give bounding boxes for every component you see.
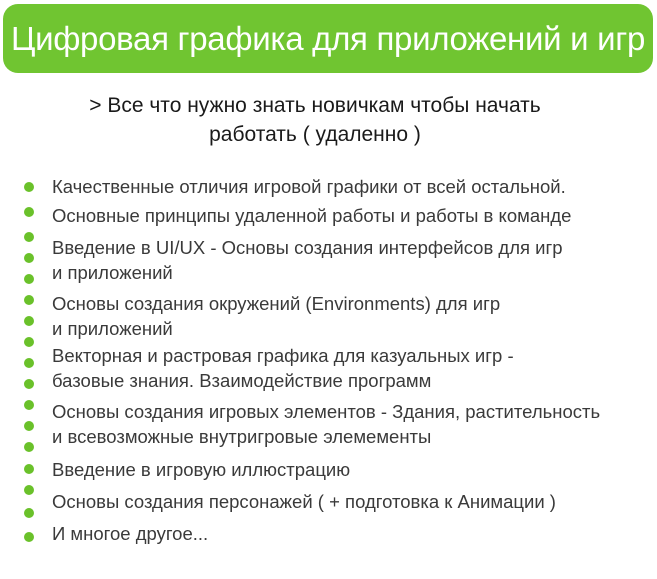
list-item: Основы создания персонажей ( + подготовка к Анимации ) <box>52 491 556 512</box>
list-item: Основные принципы удаленной работы и работы в команде <box>52 205 572 226</box>
bullet-dot-icon <box>24 485 34 495</box>
bullet-dot-icon <box>24 207 34 217</box>
bullet-dot-icon <box>24 421 34 431</box>
title-banner <box>3 4 653 73</box>
list-item: Введение в UI/UX - Основы создания интерфейсов для игр и приложений <box>52 237 563 283</box>
list-item: Качественные отличия игровой графики от всей остальной. <box>52 176 566 197</box>
bullet-dot-icon <box>24 379 34 389</box>
bullet-dot-icon <box>24 508 34 518</box>
bullet-dot-icon <box>24 232 34 242</box>
subtitle <box>0 91 630 149</box>
bullet-dot-icon <box>24 532 34 542</box>
page-title: Цифровая графика для приложений и игр <box>10 19 646 57</box>
bullet-dot-icon <box>24 358 34 368</box>
bullet-dot-icon <box>24 337 34 347</box>
list-item: Векторная и растровая графика для казуальных игр - базовые знания. Взаимодействие программ <box>52 345 514 391</box>
list-item: Введение в игровую иллюстрацию <box>52 459 351 480</box>
bullet-dot-icon <box>24 316 34 326</box>
subtitle-line-1: > Все что нужно знать новичкам чтобы начать <box>89 94 541 117</box>
list-item: И многое другое... <box>52 523 209 544</box>
bullet-dot-icon <box>24 253 34 263</box>
bullet-dot-icon <box>24 182 34 192</box>
bullet-dot-icon <box>24 464 34 474</box>
list-item: Основы создания окружений (Environments) для игр и приложений <box>52 293 501 339</box>
bullet-dot-icon <box>24 442 34 452</box>
bullet-dot-icon <box>24 295 34 305</box>
bullet-dot-icon <box>24 274 34 284</box>
subtitle-line-2: работать ( удаленно ) <box>209 123 421 146</box>
list-item: Основы создания игровых элементов - Здания, растительность и всевозможные внутригровые элемементы <box>52 401 601 447</box>
bullet-dot-icon <box>24 400 34 410</box>
